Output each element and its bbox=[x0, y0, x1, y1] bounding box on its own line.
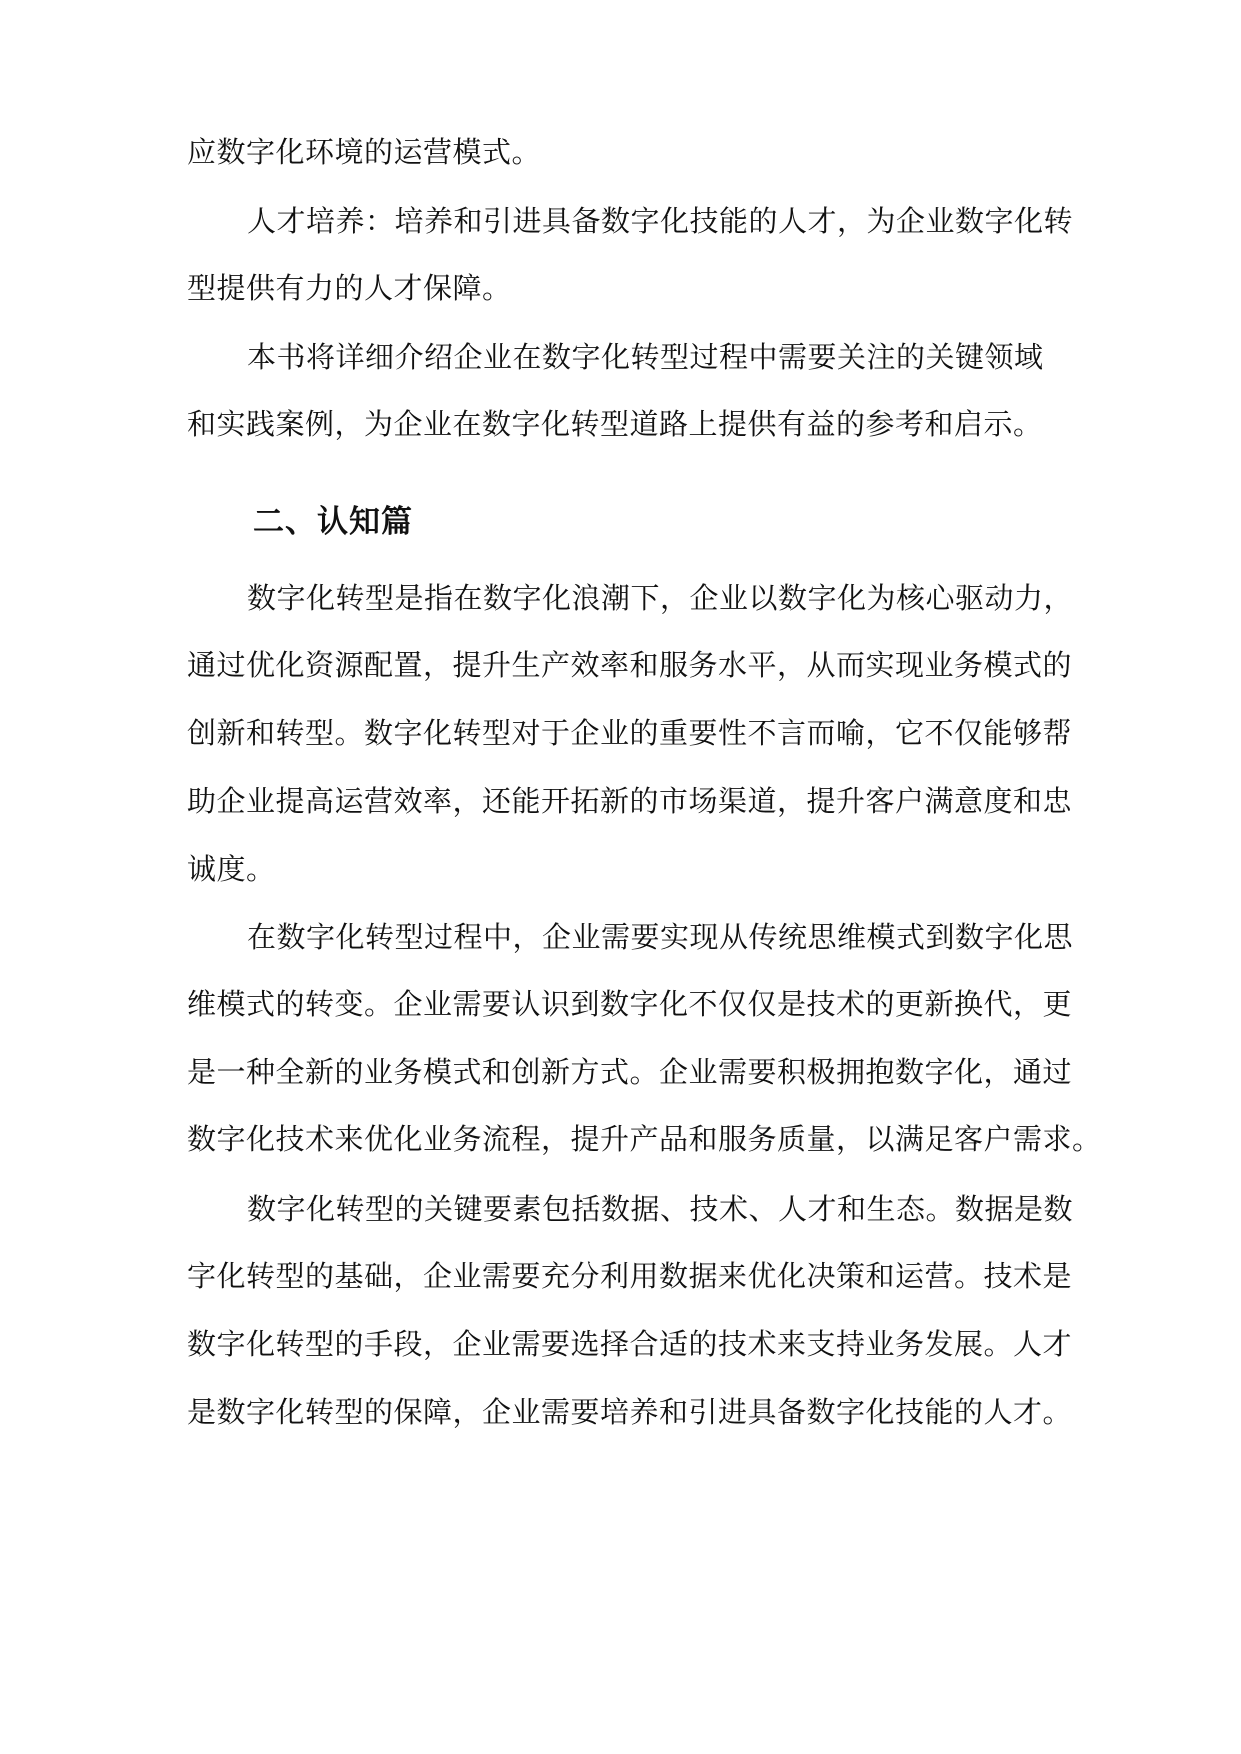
paragraph-line: 应数字化环境的运营模式。 bbox=[187, 135, 542, 169]
section-heading: 二、认知篇 bbox=[253, 504, 413, 540]
paragraph-line: 助企业提高运营效率，还能开拓新的市场渠道，提升客户满意度和忠 bbox=[187, 784, 1073, 818]
paragraph-line: 是一种全新的业务模式和创新方式。企业需要积极拥抱数字化，通过 bbox=[187, 1055, 1073, 1089]
paragraph-line: 本书将详细介绍企业在数字化转型过程中需要关注的关键领域 bbox=[247, 340, 1044, 374]
paragraph-line: 创新和转型。数字化转型对于企业的重要性不言而喻，它不仅能够帮 bbox=[187, 716, 1073, 750]
paragraph-line: 数字化转型的手段，企业需要选择合适的技术来支持业务发展。人才 bbox=[187, 1327, 1073, 1361]
paragraph-line: 型提供有力的人才保障。 bbox=[187, 271, 512, 305]
paragraph-line: 诚度。 bbox=[187, 852, 276, 886]
paragraph-line: 数字化技术来优化业务流程，提升产品和服务质量，以满足客户需求。 bbox=[187, 1122, 1102, 1156]
paragraph-line: 和实践案例，为企业在数字化转型道路上提供有益的参考和启示。 bbox=[187, 407, 1043, 441]
paragraph-line: 通过优化资源配置，提升生产效率和服务水平，从而实现业务模式的 bbox=[187, 648, 1073, 682]
paragraph-line: 数字化转型的关键要素包括数据、技术、人才和生态。数据是数 bbox=[247, 1192, 1074, 1226]
paragraph-line: 在数字化转型过程中，企业需要实现从传统思维模式到数字化思 bbox=[247, 920, 1074, 954]
paragraph-line: 人才培养：培养和引进具备数字化技能的人才，为企业数字化转 bbox=[247, 204, 1074, 238]
paragraph-line: 字化转型的基础，企业需要充分利用数据来优化决策和运营。技术是 bbox=[187, 1259, 1073, 1293]
paragraph-line: 数字化转型是指在数字化浪潮下，企业以数字化为核心驱动力， bbox=[247, 581, 1074, 615]
paragraph-line: 是数字化转型的保障，企业需要培养和引进具备数字化技能的人才。 bbox=[187, 1395, 1073, 1429]
paragraph-line: 维模式的转变。企业需要认识到数字化不仅仅是技术的更新换代，更 bbox=[187, 987, 1073, 1021]
